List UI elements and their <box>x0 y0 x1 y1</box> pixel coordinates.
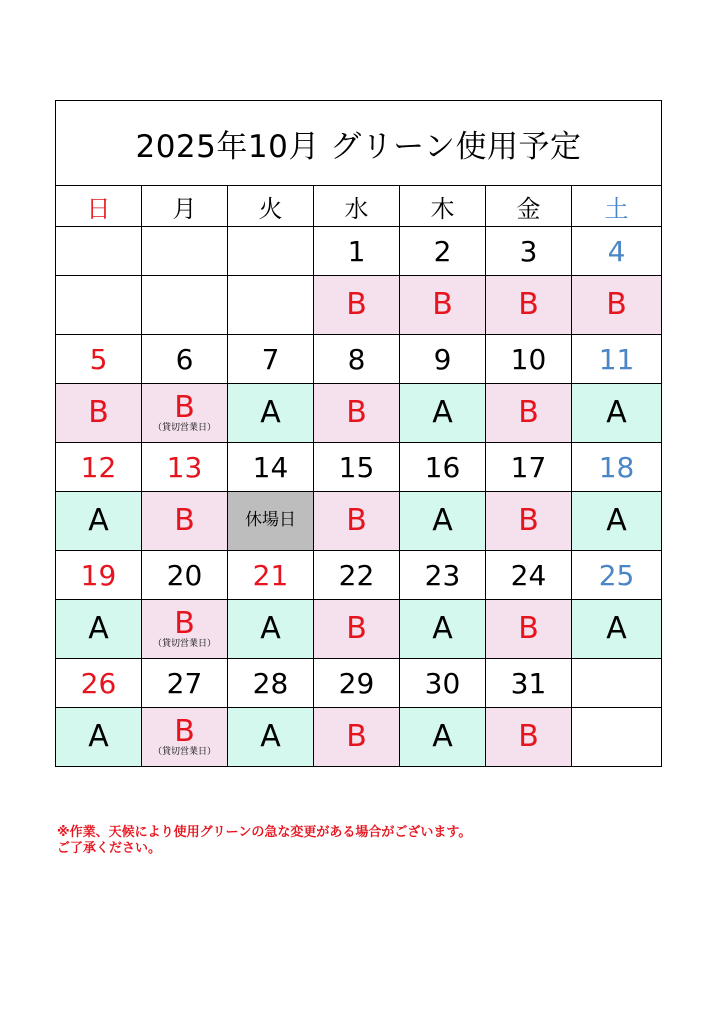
green-b-cell <box>142 384 228 443</box>
date-row <box>56 227 662 276</box>
date-row <box>56 443 662 492</box>
weekday-header-wednesday: 水 <box>314 186 400 227</box>
notice-line: ※作業、天候により使用グリーンの急な変更がある場合がございます。 <box>57 825 472 840</box>
green-code-label: B <box>518 611 539 647</box>
empty-code-cell <box>56 276 142 335</box>
green-code-label: B <box>346 287 367 323</box>
green-code-label: B <box>606 287 627 323</box>
date-cell: 22 <box>314 551 400 600</box>
date-cell: 13 <box>142 443 228 492</box>
empty-date-cell <box>56 227 142 276</box>
green-code-label: A <box>606 611 627 647</box>
date-cell: 16 <box>400 443 486 492</box>
green-b-cell <box>56 384 142 443</box>
green-code-row <box>56 384 662 443</box>
green-code-label: B <box>432 287 453 323</box>
weekday-header-row <box>56 186 662 227</box>
date-row <box>56 335 662 384</box>
green-b-cell <box>486 276 572 335</box>
date-cell: 12 <box>56 443 142 492</box>
green-code-label: B <box>346 503 367 539</box>
weekday-header-thursday: 木 <box>400 186 486 227</box>
notice <box>57 825 677 857</box>
green-code-label: B <box>518 287 539 323</box>
calendar-title: 2025年10月 グリーン使用予定 <box>56 101 662 186</box>
green-code-label: B <box>518 719 539 755</box>
green-a-cell <box>572 492 662 551</box>
weekday-header-saturday: 土 <box>572 186 662 227</box>
green-b-cell <box>314 600 400 659</box>
green-code-label: B <box>174 605 195 641</box>
date-cell: 2 <box>400 227 486 276</box>
green-a-cell <box>572 600 662 659</box>
green-code-label: A <box>88 719 109 755</box>
green-code-row <box>56 600 662 659</box>
green-code-label: B <box>174 389 195 425</box>
green-code-label: B <box>518 503 539 539</box>
green-b-cell <box>314 492 400 551</box>
green-code-label: A <box>88 611 109 647</box>
empty-date-cell <box>572 659 662 708</box>
green-a-cell <box>228 384 314 443</box>
green-code-label: A <box>260 611 281 647</box>
green-a-cell <box>400 384 486 443</box>
green-code-label: A <box>260 395 281 431</box>
green-code-label: B <box>346 395 367 431</box>
green-a-cell <box>572 384 662 443</box>
date-cell: 23 <box>400 551 486 600</box>
green-b-cell <box>486 600 572 659</box>
green-code-label: A <box>606 395 627 431</box>
green-b-cell <box>314 708 400 767</box>
date-cell: 1 <box>314 227 400 276</box>
green-b-cell <box>572 276 662 335</box>
date-cell: 11 <box>572 335 662 384</box>
green-code-label: B <box>88 395 109 431</box>
weekday-header-tuesday: 火 <box>228 186 314 227</box>
date-cell: 6 <box>142 335 228 384</box>
date-cell: 25 <box>572 551 662 600</box>
green-a-cell <box>228 600 314 659</box>
green-code-label: B <box>518 395 539 431</box>
green-b-cell <box>486 708 572 767</box>
empty-code-cell <box>142 276 228 335</box>
green-code-row <box>56 708 662 767</box>
date-cell: 24 <box>486 551 572 600</box>
date-cell: 28 <box>228 659 314 708</box>
date-cell: 14 <box>228 443 314 492</box>
date-cell: 31 <box>486 659 572 708</box>
green-code-label: A <box>432 395 453 431</box>
date-cell: 19 <box>56 551 142 600</box>
date-row <box>56 551 662 600</box>
date-cell: 27 <box>142 659 228 708</box>
reservation-note: （貸切営業日） <box>152 639 216 650</box>
green-code-label: B <box>346 719 367 755</box>
green-b-cell <box>314 384 400 443</box>
date-row <box>56 659 662 708</box>
date-cell: 9 <box>400 335 486 384</box>
reservation-note: （貸切営業日） <box>152 423 216 434</box>
green-code-label: B <box>174 503 195 539</box>
empty-date-cell <box>142 227 228 276</box>
green-code-row <box>56 492 662 551</box>
green-code-label: A <box>88 503 109 539</box>
weekday-header-monday: 月 <box>142 186 228 227</box>
weekday-header-sunday: 日 <box>56 186 142 227</box>
date-cell: 29 <box>314 659 400 708</box>
green-code-row <box>56 276 662 335</box>
closed-day-cell <box>228 492 314 551</box>
date-cell: 18 <box>572 443 662 492</box>
notice-line: ご了承ください。 <box>57 841 162 856</box>
green-code-label: B <box>174 713 195 749</box>
green-b-cell <box>142 600 228 659</box>
green-a-cell <box>228 708 314 767</box>
green-a-cell <box>56 708 142 767</box>
date-cell: 7 <box>228 335 314 384</box>
date-cell: 26 <box>56 659 142 708</box>
green-b-cell <box>486 492 572 551</box>
empty-code-cell <box>228 276 314 335</box>
green-code-label: A <box>432 719 453 755</box>
green-b-cell <box>142 492 228 551</box>
date-cell: 5 <box>56 335 142 384</box>
date-cell: 3 <box>486 227 572 276</box>
calendar-table <box>55 100 662 767</box>
date-cell: 17 <box>486 443 572 492</box>
date-cell: 10 <box>486 335 572 384</box>
green-code-label: B <box>346 611 367 647</box>
green-code-label: A <box>432 503 453 539</box>
green-b-cell <box>314 276 400 335</box>
empty-date-cell <box>228 227 314 276</box>
green-b-cell <box>400 276 486 335</box>
date-cell: 30 <box>400 659 486 708</box>
date-cell: 15 <box>314 443 400 492</box>
green-code-label: A <box>606 503 627 539</box>
date-cell: 8 <box>314 335 400 384</box>
weekday-header-friday: 金 <box>486 186 572 227</box>
date-cell: 4 <box>572 227 662 276</box>
green-code-label: A <box>432 611 453 647</box>
green-b-cell <box>486 384 572 443</box>
green-b-cell <box>142 708 228 767</box>
green-code-label: A <box>260 719 281 755</box>
green-a-cell <box>400 708 486 767</box>
empty-code-cell <box>572 708 662 767</box>
reservation-note: （貸切営業日） <box>152 747 216 758</box>
green-a-cell <box>400 492 486 551</box>
green-a-cell <box>400 600 486 659</box>
date-cell: 21 <box>228 551 314 600</box>
green-a-cell <box>56 492 142 551</box>
green-a-cell <box>56 600 142 659</box>
date-cell: 20 <box>142 551 228 600</box>
green-code-label: 休場日 <box>245 510 296 531</box>
